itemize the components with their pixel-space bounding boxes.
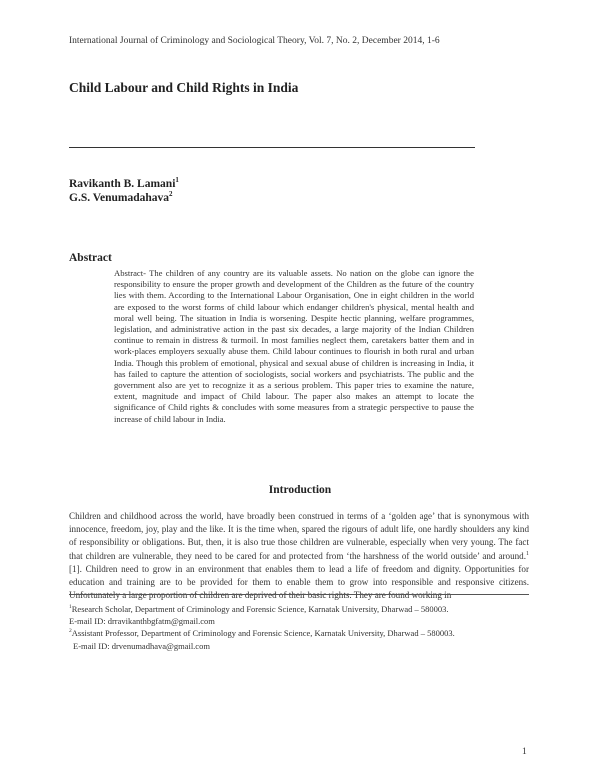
paper-title: Child Labour and Child Rights in India — [69, 80, 299, 95]
footnote-divider — [69, 594, 529, 595]
footnote-mark: 1 — [69, 604, 72, 611]
page-number: 1 — [522, 747, 527, 757]
footnote-text: Research Scholar, Department of Criminology and Forensic Science, Karnatak University, Dharwad – 580003. — [71, 604, 449, 614]
journal-header: International Journal of Criminology and Sociological Theory, Vol. 7, No. 2, December 2014, 1-6 — [69, 36, 440, 46]
footnote-2-email: E-mail ID: drvenumadhava@gmail.com — [73, 641, 210, 651]
abstract-heading: Abstract — [69, 252, 112, 264]
footnote-text: Assistant Professor, Department of Criminology and Forensic Science, Karnatak University, Dharwad – 580003. — [71, 628, 455, 638]
author-affiliation-mark: 2 — [169, 190, 173, 199]
author-2 — [69, 192, 173, 204]
footnote-mark: 2 — [69, 628, 72, 635]
footnote-2-affiliation — [69, 628, 455, 638]
introduction-heading: Introduction — [268, 484, 332, 496]
author-1 — [69, 178, 179, 190]
footnote-1-affiliation — [69, 604, 449, 614]
abstract-text: Abstract- The children of any country are its valuable assets. No nation on the globe can ignore the responsibility to ensure the proper growth and development of the Children as the future of the country lies with them. According to the International Labour Organisation, One in eight children in the world are exposed to the worst forms of child labour which endanger children's physical, mental health and moral well being. The situation in India is worsening. Despite hectic planning, welfare programmes, legislation, and administrative action in the past six decades, a large majority of the Indian Children continue to remain in distress & turmoil. In most families neglect them, caretakers batter them and in work-places employers sexually abuse them. Child labour continues to flourish in both rural and urban India. Though this problem of emotional, physical and sexual abuse of children is increasing in India, it has failed to capture the attention of sociologists, social workers and psychiatrists. The public and the government also are yet to recognize it as a serious problem. This paper tries to examine the nature, extent, magnitude and impact of Child labour. The paper also makes an attempt to locate the significance of Child rights & concludes with some measures from a strategic perspective to pause the increase of child labour in India. — [114, 268, 474, 424]
author-name: Ravikanth B. Lamani — [69, 178, 176, 190]
intro-text-part-2: [1]. Children need to grow in an environment that enables them to lead a life of freedom and dignity. Opportunities for education and training are to be provided for them to enable them to grow into responsible and responsive citizens. Unfortunately a large proportion of children are deprived of their basic rights. They are found working in — [69, 563, 529, 601]
reference-mark: 1 — [526, 550, 529, 557]
footnote-1-email: E-mail ID: drravikanthbgfatm@gmail.com — [69, 616, 215, 626]
author-name: G.S. Venumadahava — [69, 192, 170, 204]
introduction-paragraph — [69, 510, 529, 602]
intro-text-part-1: Children and childhood across the world, have broadly been construed in terms of a ‘golden age’ that is synonymous with innocence, freedom, joy, play and the like. It is the time when, spared the rigours of adult life, one hardly shoulders any kind of responsibility or obligations. But, then, it is also true those children are vulnerable, especially when very young. The fact that children are vulnerable, they need to be cared for and protected from ‘the harshness of the world outside’ and around. — [69, 511, 529, 561]
author-affiliation-mark: 1 — [175, 176, 179, 185]
title-divider — [69, 147, 475, 148]
